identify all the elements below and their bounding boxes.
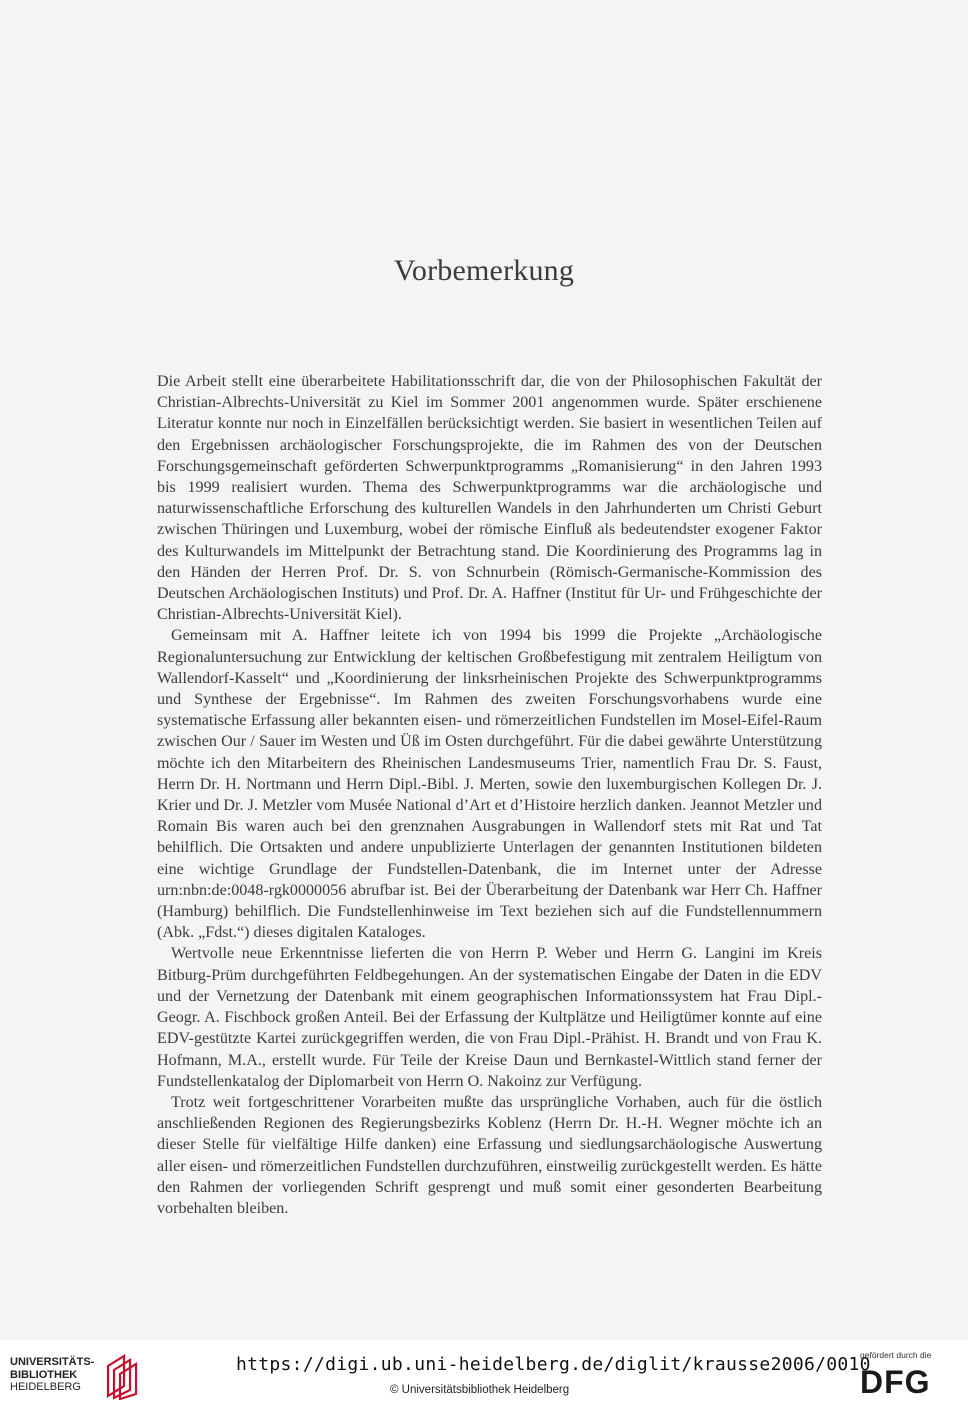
paragraph-1: Die Arbeit stellt eine überarbeitete Habilitationsschrift dar, die von der Philosophischen Fakultät der Christian-Albrechts-Universität zu Kiel im Sommer 2001 angenommen wurde. Später erschienene Literatur konnte nur noch in Einzelfällen berücksichtigt werden. Sie basiert in wesentlichen Teilen auf den Ergebnissen archäologischer Forschungsprojekte, die im Rahmen des von der Deutschen Forschungsgemeinschaft geförderten Schwerpunktprogramms „Romanisierung“ in den Jahren 1993 bis 1999 realisiert wurden. Thema des Schwerpunktprogramms war die archäologische und naturwissenschaftliche Erforschung des kulturellen Wandels in den Jahrhunderten um Christi Geburt zwischen Thüringen und Luxemburg, wobei der römische Einfluß als bedeutendster exogener Faktor des Kulturwandels im Mittelpunkt der Betrachtung stand. Die Koordinierung des Programms lag in den Händen der Herren Prof. Dr. S. von Schnurbein (Römisch-Germanische-Kommission des Deutschen Archäologischen Instituts) und Prof. Dr. A. Haffner (Institut für Ur- und Frühgeschichte der Christian-Albrechts-Universität Kiel). (157, 373, 822, 624)
page-title: Vorbemerkung (393, 254, 575, 287)
library-logo[interactable] (10, 1350, 140, 1402)
library-name-line3: HEIDELBERG (10, 1381, 81, 1393)
library-emblem-icon (104, 1352, 140, 1400)
dfg-logo[interactable] (858, 1350, 958, 1402)
paragraph-3: Wertvolle neue Erkenntnisse lieferten die von Herrn P. Weber und Herrn G. Langini im Kreis Bitburg-Prüm durchgeführten Feldbegehungen. An der systematischen Eingabe der Daten in die EDV und der Vernetzung der Datenbank mit einem geographischen Informationssystem hat Frau Dipl.-Geogr. A. Fischbock großen Anteil. Bei der Erfassung der Kultplätze und Heiligtümer konnte auf eine EDV-gestützte Kartei zurückgegriffen werden, die von Frau Dipl.-Prähist. H. Brandt und von Frau K. Hofmann, M.A., erstellt wurde. Für Teile der Kreise Daun und Bernkastel-Wittlich stand ferner der Fundstellenkatalog der Diplomarbeit von Herrn O. Nakoinz zur Verfügung. (157, 945, 822, 1090)
library-logo-text (10, 1356, 94, 1394)
paragraph-2: Gemeinsam mit A. Haffner leitete ich von 1994 bis 1999 die Projekte „Archäologische Regionaluntersuchung zur Entwicklung der keltischen Großbefestigung mit zentralem Heiligtum von Wallendorf-Kasselt“ und „Koordinierung der linksrheinischen Projekte des Schwerpunktprogramms und Synthese der Ergebnisse“. Im Rahmen des zweiten Forschungsvorhabens wurde eine systematische Erfassung aller bekannten eisen- und römerzeitlichen Fundstellen im Mosel-Eifel-Raum zwischen Our / Sauer im Westen und Üß im Osten durchgeführt. Für die dabei gewährte Unterstützung möchte ich den Mitarbeitern des Rheinischen Landesmuseums Trier, namentlich Frau Dr. S. Faust, Herrn Dr. H. Nortmann und Herrn Dipl.-Bibl. J. Merten, sowie den luxemburgischen Kollegen Dr. J. Krier und Dr. J. Metzler vom Musée National d’Art et d’Histoire herzlich danken. Jeannot Metzler und Romain Bis waren auch bei den grenznahen Ausgrabungen in Wallendorf stets mit Rat und Tat behilflich. Die Ortsakten und andere unpublizierte Unterlagen der genannten Institutionen bildeten eine wichtige Grundlage der Fundstellen-Datenbank, die im Internet unter der Adresse urn:nbn:de:0048-rgk0000056 abrufbar ist. Bei der Überarbeitung der Datenbank war Herr Ch. Haffner (Hamburg) behilflich. Die Fundstellenhinweise im Text beziehen sich auf die Fundstellennummern (Abk. „Fdst.“) dieses digitalen Kataloges. (157, 627, 822, 942)
library-name-line2: BIBLIOTHEK (10, 1368, 78, 1381)
permalink-url[interactable]: https://digi.ub.uni-heidelberg.de/diglit/krausse2006/0010 (236, 1354, 871, 1375)
paragraph-4: Trotz weit fortgeschrittener Vorarbeiten mußte das ursprüngliche Vorhaben, auch für die östlich anschließenden Regionen des Regierungsbezirks Koblenz (Herrn Dr. H.-H. Wegner möchte ich an dieser Stelle für vielfältige Hilfe danken) eine Erfassung und siedlungsarchäologische Auswertung aller eisen- und römerzeitlichen Fundstellen durchzuführen, einstweilig zurückgestellt werden. Es hätte den Rahmen der vorliegenden Schrift gesprengt und muß somit einer gesonderten Bearbeitung vorbehalten bleiben. (157, 1093, 822, 1217)
dfg-wordmark: DFG (860, 1364, 931, 1400)
dfg-funded-label: gefördert durch die (860, 1350, 932, 1360)
body-text (157, 371, 822, 1219)
copyright-notice: © Universitätsbibliothek Heidelberg (390, 1384, 570, 1396)
viewer-footer (0, 1340, 968, 1410)
library-name-line1: UNIVERSITÄTS- (10, 1356, 95, 1368)
